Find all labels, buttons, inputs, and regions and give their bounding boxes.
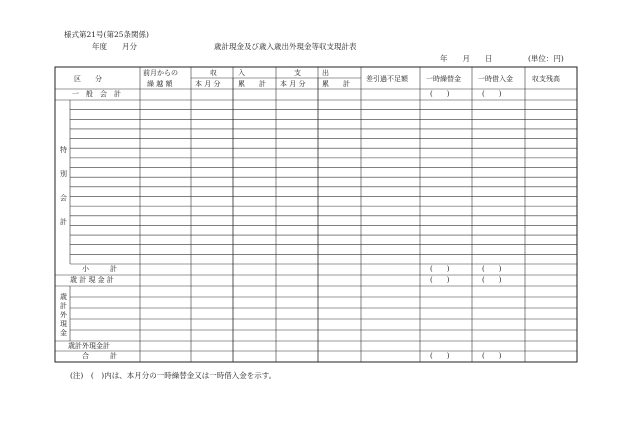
header-carryover-2: 繰 越 額 (147, 80, 173, 88)
paren-budget-cash-temp-transfer: ( ) (430, 276, 450, 284)
header-expenditure: 支 出 (294, 69, 329, 77)
header-revenue-cumulative: 累 計 (238, 80, 266, 88)
row-general-account: 一 般 会 計 (72, 90, 121, 98)
paren-general-temp-transfer: ( ) (430, 90, 450, 98)
header-temp-borrowing: 一時借入金 (478, 75, 513, 83)
extra-cash-char: 計 (60, 302, 67, 310)
extra-cash-char: 金 (60, 329, 67, 337)
paren-general-temp-borrowing: ( ) (482, 90, 502, 98)
footnote: (注) ( )内は、本月分の一時繰替金又は一時借入金を示す。 (70, 371, 277, 380)
extra-cash-char: 歳 (60, 293, 67, 301)
paren-grand-total-temp-transfer: ( ) (430, 352, 450, 360)
header-difference: 差引過不足額 (366, 75, 408, 83)
header-category: 区 分 (74, 75, 102, 83)
unit-label: (単位：円) (528, 54, 564, 63)
header-balance: 収支残高 (532, 75, 560, 83)
header-carryover-1: 前月からの (143, 69, 178, 77)
header-revenue-current: 本 月 分 (195, 80, 221, 88)
extra-cash-char: 現 (60, 320, 67, 328)
row-grand-total: 合 計 (82, 352, 117, 360)
date-line: 年 月 日 (440, 54, 493, 63)
paren-subtotal-temp-borrowing: ( ) (482, 265, 502, 273)
fiscal-period: 年度 月分 (92, 42, 137, 51)
header-revenue: 収 入 (210, 69, 245, 77)
header-temp-transfer: 一時繰替金 (426, 75, 461, 83)
row-subtotal: 小 計 (82, 265, 117, 273)
special-account-char: 別 (60, 170, 67, 178)
row-budget-cash-total: 歳 計 現 金 計 (70, 276, 114, 284)
form-number: 様式第21号(第25条関係) (64, 30, 149, 39)
paren-budget-cash-temp-borrowing: ( ) (482, 276, 502, 284)
row-extra-cash-total: 歳計外現金計 (68, 342, 110, 350)
paren-grand-total-temp-borrowing: ( ) (482, 352, 502, 360)
paren-subtotal-temp-transfer: ( ) (430, 265, 450, 273)
extra-cash-char: 外 (60, 311, 67, 319)
special-account-char: 計 (60, 218, 67, 226)
header-expenditure-current: 本 月 分 (280, 80, 306, 88)
page-title: 歳計現金及び歳入歳出外現金等収支現計表 (214, 42, 357, 51)
special-account-char: 会 (60, 194, 67, 202)
header-expenditure-cumulative: 累 計 (322, 80, 350, 88)
special-account-char: 特 (60, 146, 67, 154)
